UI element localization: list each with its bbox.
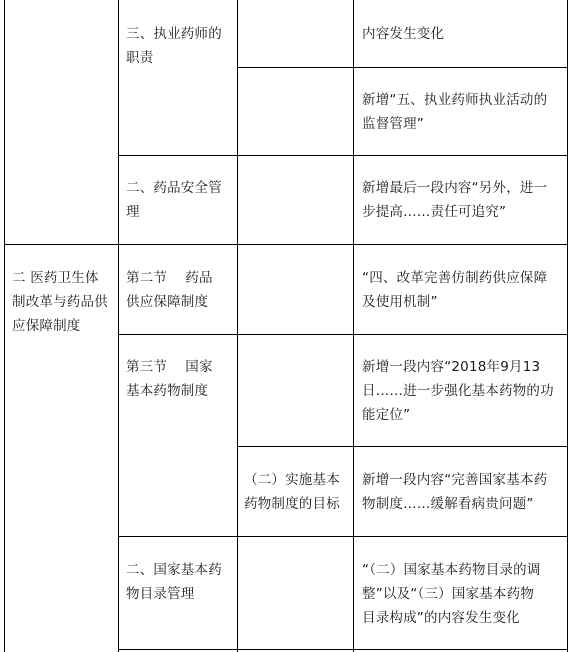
table-border [567, 0, 568, 652]
subsection-cell: 三、执业药师的 职责 [126, 26, 222, 66]
change-cell: 新增最后一段内容“另外，进一 步提高……责任可追究” [362, 180, 548, 220]
change-cell: 内容发生变化 [362, 26, 445, 42]
point-cell: （二）实施基本 药物制度的目标 [244, 472, 340, 512]
subsection-cell: 二、国家基本药 物目录管理 [126, 562, 222, 602]
table-border [237, 0, 238, 652]
change-cell: “四、改革完善仿制药供应保障 及使用机制” [362, 270, 548, 310]
table-border [118, 334, 568, 335]
change-cell: “（二）国家基本药物目录的调 整”以及“（三）国家基本药物 目录构成”的内容发生变化 [362, 562, 541, 626]
table-border [118, 536, 568, 537]
table-border [118, 649, 568, 650]
table-border [237, 67, 568, 68]
table-border [4, 244, 568, 245]
table-border [118, 155, 568, 156]
table-border [237, 446, 568, 447]
subsection-cell: 二、药品安全管 理 [126, 180, 222, 220]
section-cell: 二 医药卫生体 制改革与药品供 应保障制度 [12, 270, 108, 334]
table-border [4, 0, 5, 652]
table-border [118, 0, 119, 652]
change-cell: 新增一段内容“2018年9月13 日……进一步强化基本药物的功 能定位” [362, 359, 554, 423]
subsection-cell: 第二节 药品 供应保障制度 [126, 270, 213, 310]
table-border [353, 0, 354, 652]
subsection-cell: 第三节 国家 基本药物制度 [126, 359, 213, 399]
change-cell: 新增“五、执业药师执业活动的 监督管理” [362, 92, 548, 132]
change-cell: 新增一段内容“完善国家基本药 物制度……缓解看病贵问题” [362, 472, 548, 512]
